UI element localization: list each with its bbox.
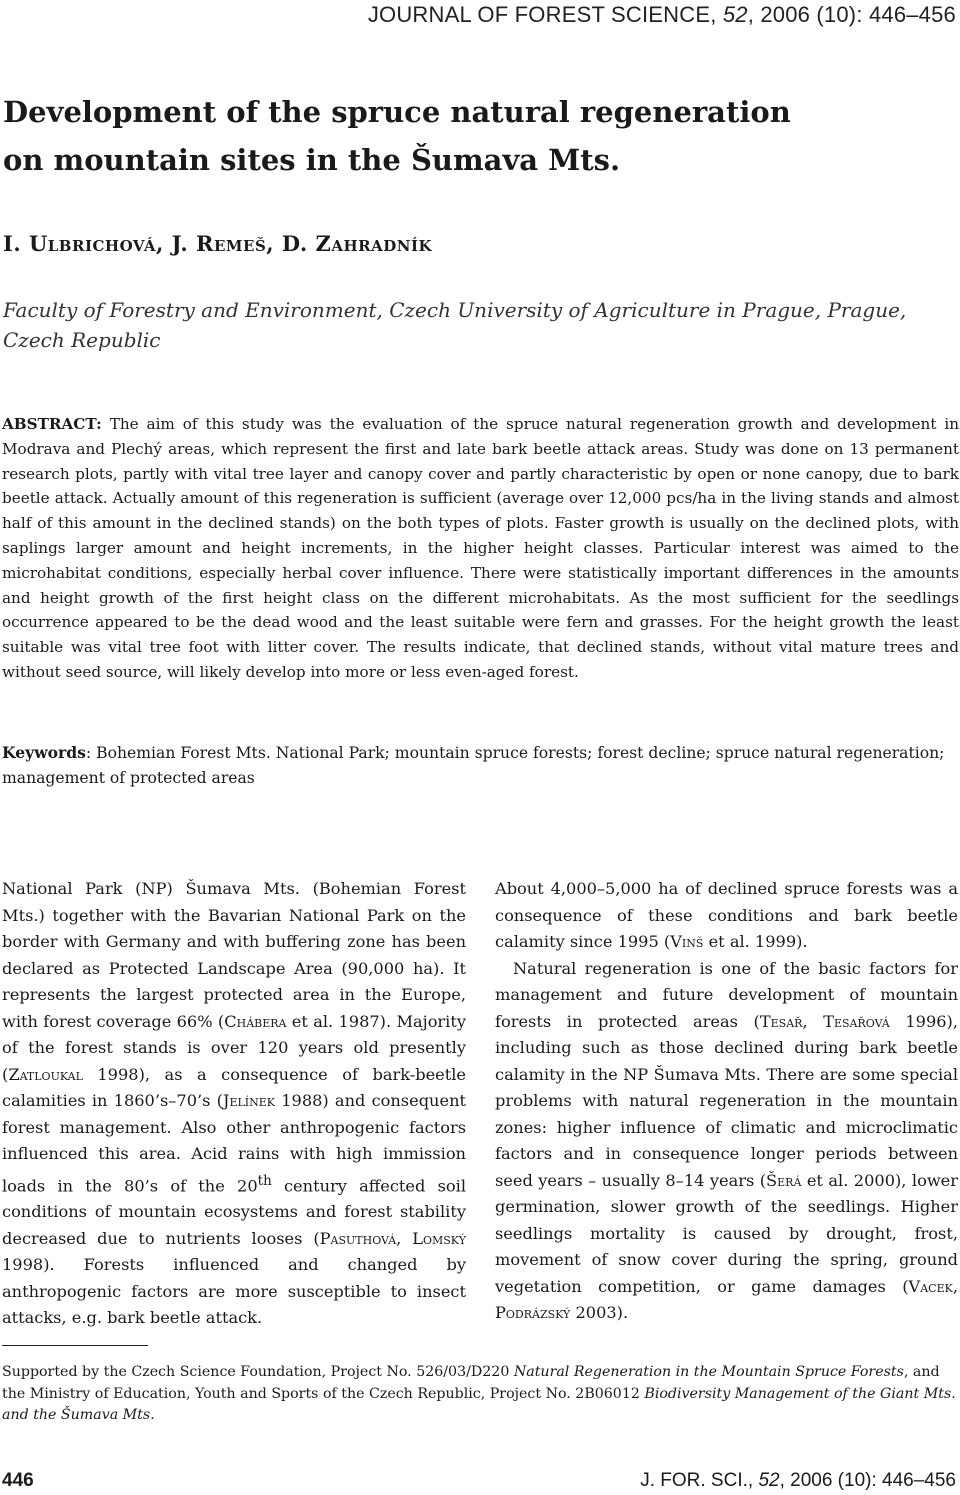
footnote-project-title-2: Biodiversity Management of the Giant Mts. and the Šumava Mts. bbox=[2, 1385, 956, 1423]
cited-author: Tesař, Tesařová bbox=[759, 1011, 890, 1031]
page-number: 446 bbox=[2, 1470, 34, 1491]
journal-issue-pages: , 2006 (10): 446–456 bbox=[747, 2, 956, 27]
cited-author: Vinš bbox=[670, 932, 704, 951]
article-title bbox=[3, 88, 953, 184]
footer-journal: J. FOR. SCI., bbox=[640, 1470, 759, 1491]
cited-author: Vacek, Podrázský bbox=[495, 1276, 958, 1322]
body-right-column bbox=[495, 876, 958, 1327]
left-paragraph: National Park (NP) Šumava Mts. (Bohemian Forest Mts.) together with the Bavarian National Park on the border with Germany and with buffering zone has been declared as Protected Landscape Area (90,000 ha). It represents the largest protected area in the Europe, with forest coverage 66% (Chábera et al. 1987). Majority of the forest stands is over 120 years old presently (Zatloukal 1998), as a consequence of bark-beetle calamities in 1860’s–70’s (Jelínek 1988) and consequent forest management. Also other anthropogenic factors influenced this area. Acid rains with high immission loads in the 80’s of the 20th century affected soil conditions of mountain ecosystems and forest stability decreased due to nutrients looses (Pasuthová, Lomský 1998). Forests influenced and changed by anthropogenic factors are more susceptible to insect attacks, e.g. bark beetle attack. bbox=[2, 879, 467, 1328]
footnote bbox=[2, 1362, 959, 1427]
authors: I. Ulbrichová, J. Remeš, D. Zahradník bbox=[3, 231, 433, 256]
cited-author: Šerá bbox=[766, 1170, 802, 1190]
keywords bbox=[2, 740, 959, 791]
right-paragraph-2: Natural regeneration is one of the basic factors for management and future development of mountain forests in protected areas (Tesař, Tesařová 1996), including such as those declined during bark beetle calamity in the NP Šumava Mts. There are some special problems with natural regeneration in the mountain zones: higher influence of climatic and microclimatic factors and in consequence longer periods between seed years – usually 8–14 years (Šerá et al. 2000), lower germination, slower growth of the seedlings. Higher seedlings mortality is caused by drought, frost, movement of snow cover during the spring, ground vegetation competition, or game damages (Vacek, Podrázský 2003). bbox=[495, 958, 959, 1322]
journal-volume: 52 bbox=[722, 2, 748, 27]
cited-author: Pasuthová, Lomský bbox=[319, 1228, 466, 1248]
abstract-text: The aim of this study was the evaluation of the spruce natural regeneration growth and development in Modrava and Plechý areas, which represent the first and late bark beetle attack areas. Study was done on 13 permanent research plots, partly with vital tree layer and canopy cover and partly characteristic by open or none canopy, due to bark beetle attack. Actually amount of this regeneration is sufficient (average over 12,000 pcs/ha in the living stands and almost half of this amount in the declined stands) on the both types of plots. Faster growth is usually on the declined plots, with saplings larger amount and height increments, in the higher height classes. Particular interest was aimed to the microhabitat conditions, especially herbal cover influence. There were statistically important differences in the amounts and height growth of the first height class on the different microhabitats. As the most sufficient for the seedlings occurrence appeared to be the dead wood and the least suitable were fern and grasses. For the height growth the least suitable was vital tree foot with litter cover. The results indicate, that declined stands, without vital mature trees and without seed source, will likely develop into more or less even-aged forest. bbox=[2, 415, 959, 681]
footnote-text-1: Supported by the Czech Science Foundation, Project No. 526/03/D220 bbox=[2, 1364, 514, 1380]
footnote-text-2: , and the Ministry of Education, Youth and Sports of the Czech Republic, Project No. 2B06012 bbox=[2, 1364, 940, 1402]
footer-volume: 52 bbox=[758, 1470, 780, 1491]
footnote-project-title-1: Natural Regeneration in the Mountain Spruce Forests bbox=[513, 1364, 904, 1380]
footer-citation bbox=[640, 1470, 956, 1492]
body-left-column bbox=[2, 876, 466, 1332]
journal-name: JOURNAL OF FOREST SCIENCE, bbox=[367, 2, 723, 27]
keywords-label: Keywords bbox=[2, 743, 86, 762]
superscript: th bbox=[257, 1172, 272, 1189]
title-line-2: on mountain sites in the Šumava Mts. bbox=[3, 143, 621, 177]
abstract-label: ABSTRACT: bbox=[2, 415, 102, 433]
abstract bbox=[2, 412, 959, 685]
cited-author: Chábera bbox=[224, 1011, 287, 1031]
journal-header bbox=[368, 2, 956, 28]
title-line-1: Development of the spruce natural regeneration bbox=[3, 95, 791, 129]
cited-author: Zatloukal bbox=[8, 1064, 83, 1084]
right-paragraph-1: About 4,000–5,000 ha of declined spruce forests was a consequence of these conditions and bark beetle calamity since 1995 (Vinš et al. 1999). bbox=[495, 879, 958, 951]
footnote-rule bbox=[2, 1345, 148, 1346]
keywords-text: : Bohemian Forest Mts. National Park; mountain spruce forests; forest decline; spruce natural regeneration; management of protected areas bbox=[2, 744, 945, 787]
affiliation: Faculty of Forestry and Environment, Czech University of Agriculture in Prague, Prague, Czech Republic bbox=[3, 298, 907, 352]
footer-issue-pages: , 2006 (10): 446–456 bbox=[779, 1470, 956, 1491]
cited-author: Jelínek bbox=[222, 1091, 276, 1110]
